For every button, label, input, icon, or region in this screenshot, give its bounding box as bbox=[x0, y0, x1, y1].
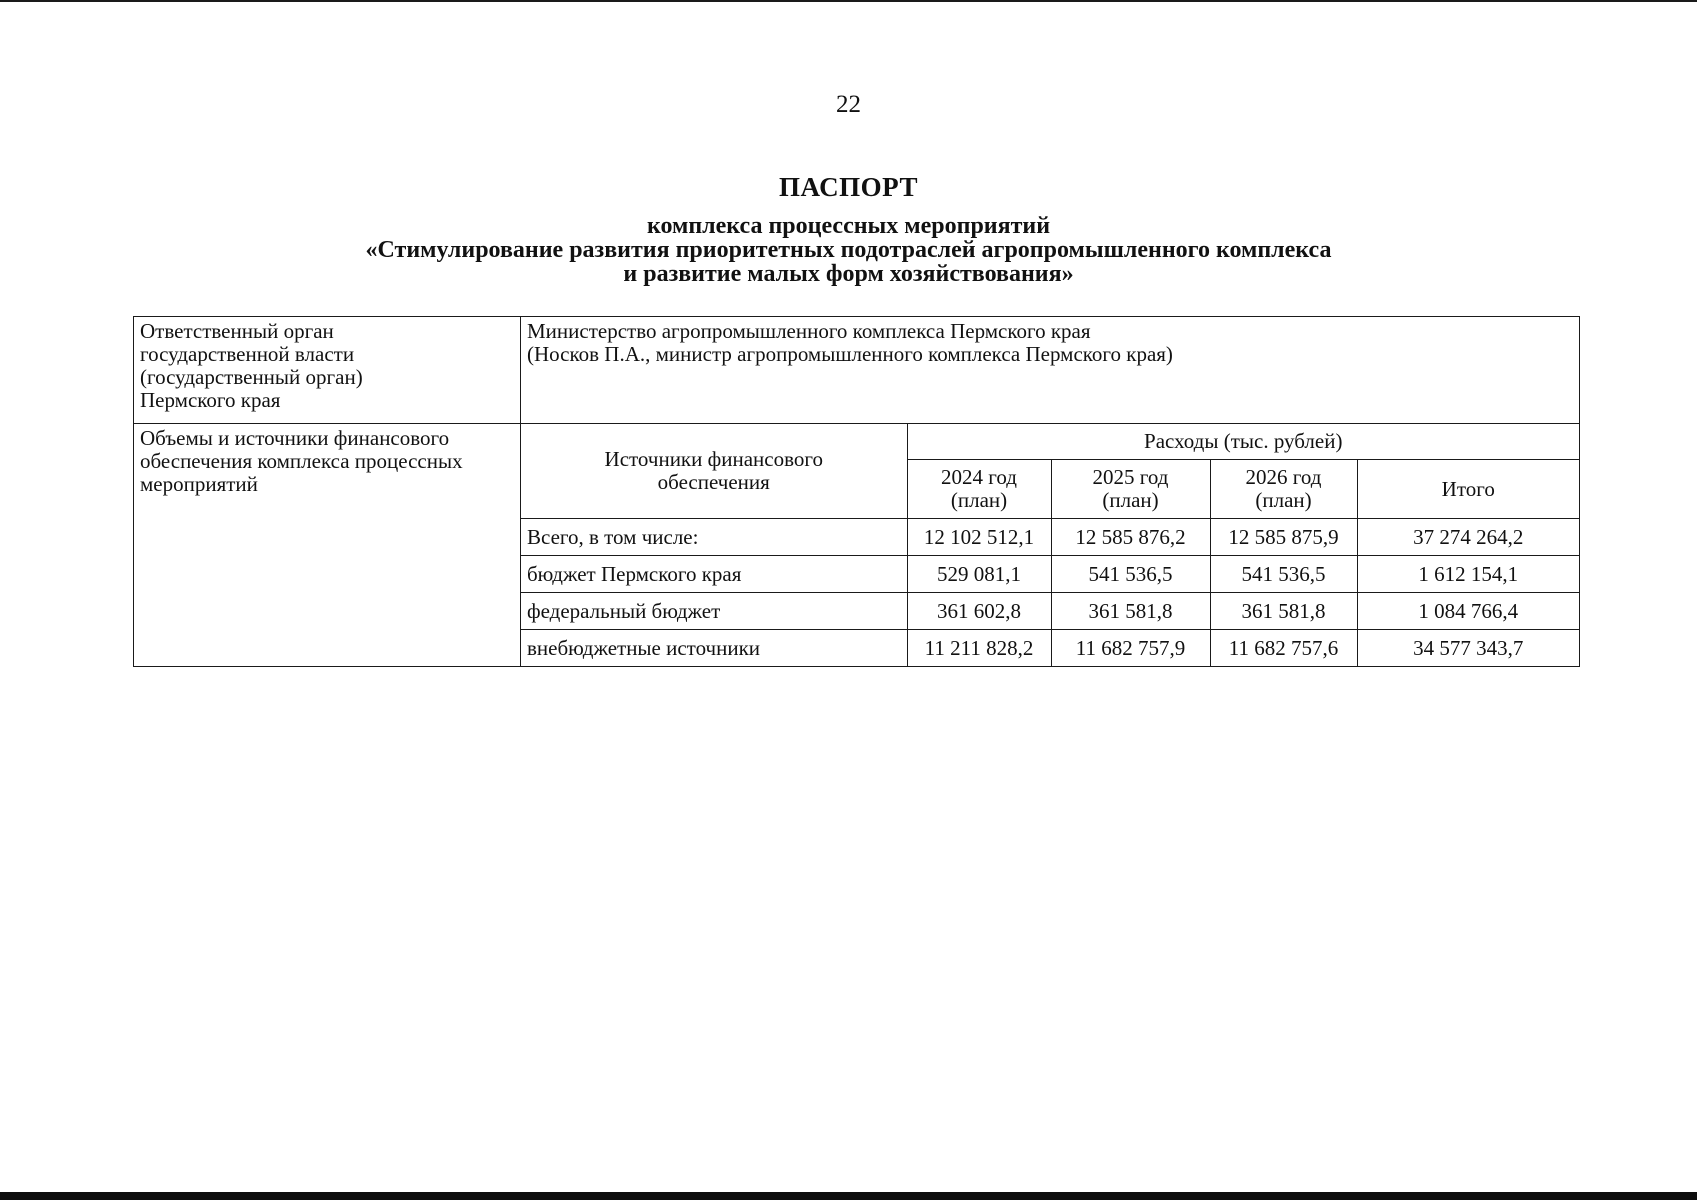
year-header-2026 bbox=[1210, 460, 1357, 519]
value-cell: 11 682 757,6 bbox=[1210, 630, 1357, 667]
sources-header-cell bbox=[521, 424, 907, 519]
responsible-value-cell bbox=[521, 317, 1580, 424]
source-cell: бюджет Пермского края bbox=[521, 556, 907, 593]
document-title: ПАСПОРТ bbox=[779, 172, 918, 202]
value-cell: 11 682 757,9 bbox=[1051, 630, 1210, 667]
year-header-2024 bbox=[907, 460, 1051, 519]
value-cell: 541 536,5 bbox=[1210, 556, 1357, 593]
financing-label-line: Объемы и источники финансового bbox=[140, 426, 450, 450]
financing-row bbox=[134, 424, 1580, 667]
value-cell: 361 581,8 bbox=[1210, 593, 1357, 630]
value-cell: 361 581,8 bbox=[1051, 593, 1210, 630]
responsible-value-line: (Носков П.А., министр агропромышленного комплекса Пермского края) bbox=[527, 342, 1173, 366]
value-cell: 529 081,1 bbox=[907, 556, 1051, 593]
expenses-header-cell: Расходы (тыс. рублей) bbox=[907, 424, 1579, 460]
table-row-extrabudgetary bbox=[521, 630, 1579, 667]
sources-header-line: Источники финансового bbox=[604, 447, 823, 471]
financing-table-cell bbox=[521, 424, 1580, 667]
source-cell: федеральный бюджет bbox=[521, 593, 907, 630]
year-header-plan: (план) bbox=[1102, 488, 1159, 512]
year-header-label: 2024 год bbox=[941, 465, 1017, 489]
subtitle-line-3: и развитие малых форм хозяйствования» bbox=[623, 261, 1074, 287]
financing-header-row bbox=[521, 424, 1579, 460]
responsible-label-line: (государственный орган) bbox=[140, 365, 363, 389]
table-row-federal-budget bbox=[521, 593, 1579, 630]
scan-edge-top bbox=[0, 0, 1697, 2]
value-cell: 541 536,5 bbox=[1051, 556, 1210, 593]
source-cell: Всего, в том числе: bbox=[521, 519, 907, 556]
value-cell: 1 612 154,1 bbox=[1357, 556, 1579, 593]
year-header-plan: (план) bbox=[950, 488, 1008, 512]
source-cell: внебюджетные источники bbox=[521, 630, 907, 667]
responsible-label-line: государственной власти bbox=[140, 342, 355, 366]
subtitle-line-2: «Стимулирование развития приоритетных подотраслей агропромышленного комплекса bbox=[365, 237, 1332, 263]
value-cell: 1 084 766,4 bbox=[1357, 593, 1579, 630]
total-header: Итого bbox=[1357, 460, 1579, 519]
responsible-label-cell bbox=[134, 317, 521, 424]
table-row-regional-budget bbox=[521, 556, 1579, 593]
value-cell: 34 577 343,7 bbox=[1357, 630, 1579, 667]
responsible-row bbox=[134, 317, 1580, 424]
value-cell: 361 602,8 bbox=[907, 593, 1051, 630]
financing-table bbox=[521, 424, 1579, 666]
subtitle-line-1: комплекса процессных мероприятий bbox=[646, 213, 1051, 239]
financing-label-cell bbox=[134, 424, 521, 667]
page-number: 22 bbox=[836, 91, 861, 118]
value-cell: 12 585 875,9 bbox=[1210, 519, 1357, 556]
financing-label-line: обеспечения комплекса процессных bbox=[140, 449, 463, 473]
scan-edge-bottom bbox=[0, 1192, 1697, 1200]
passport-table bbox=[133, 316, 1580, 667]
value-cell: 11 211 828,2 bbox=[907, 630, 1051, 667]
year-header-label: 2026 год bbox=[1245, 465, 1322, 489]
title-block bbox=[0, 170, 1697, 286]
value-cell: 37 274 264,2 bbox=[1357, 519, 1579, 556]
value-cell: 12 585 876,2 bbox=[1051, 519, 1210, 556]
responsible-label-line: Пермского края bbox=[140, 388, 281, 412]
year-header-2025 bbox=[1051, 460, 1210, 519]
value-cell: 12 102 512,1 bbox=[907, 519, 1051, 556]
responsible-value-line: Министерство агропромышленного комплекса Пермского края bbox=[527, 319, 1091, 343]
sources-header-line: обеспечения bbox=[657, 470, 770, 494]
year-header-label: 2025 год bbox=[1092, 465, 1169, 489]
responsible-label-line: Ответственный орган bbox=[140, 319, 334, 343]
financing-label-line: мероприятий bbox=[140, 472, 258, 496]
table-row-total bbox=[521, 519, 1579, 556]
year-header-plan: (план) bbox=[1255, 488, 1312, 512]
